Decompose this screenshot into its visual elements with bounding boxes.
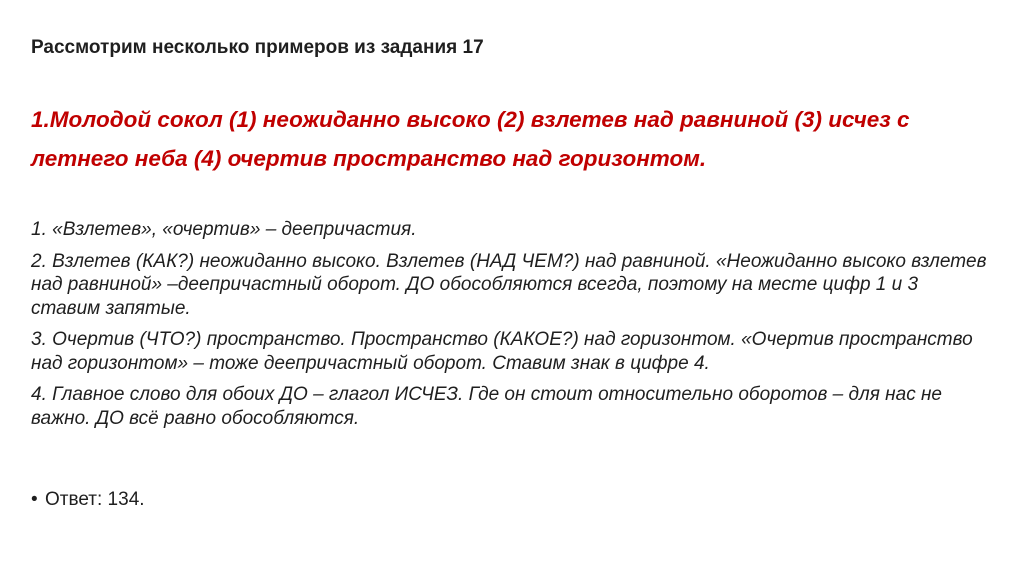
answer-line [31,488,991,512]
analysis-step-2: 2. Взлетев (КАК?) неожиданно высоко. Взлетев (НАД ЧЕМ?) над равниной. «Неожиданно высоко взлетев над равниной» –деепричастный оборот. ДО обособляются всегда, поэтому на месте цифр 1 и 3 ставим запятые. [31,250,987,319]
analysis-steps [31,218,991,438]
answer-text: Ответ: 134. [45,489,145,510]
analysis-step-1: 1. «Взлетев», «очертив» – деепричастия. [31,219,417,240]
slide-title: Рассмотрим несколько примеров из задания 17 [31,37,484,58]
analysis-step-4: 4. Главное слово для обоих ДО – глагол ИСЧЕЗ. Где он стоит относительно оборотов – для нас не важно. ДО всё равно обособляются. [31,384,942,429]
bullet-icon: • [31,489,38,510]
analysis-step-3: 3. Очертив (ЧТО?) пространство. Пространство (КАКОЕ?) над горизонтом. «Очертив пространство над горизонтом» – тоже деепричастный оборот. Ставим знак в цифре 4. [31,329,973,374]
example-sentence: 1.Молодой сокол (1) неожиданно высоко (2) взлетев над равниной (3) исчез с летнего неба (4) очертив пространство над горизонтом. [31,107,910,171]
